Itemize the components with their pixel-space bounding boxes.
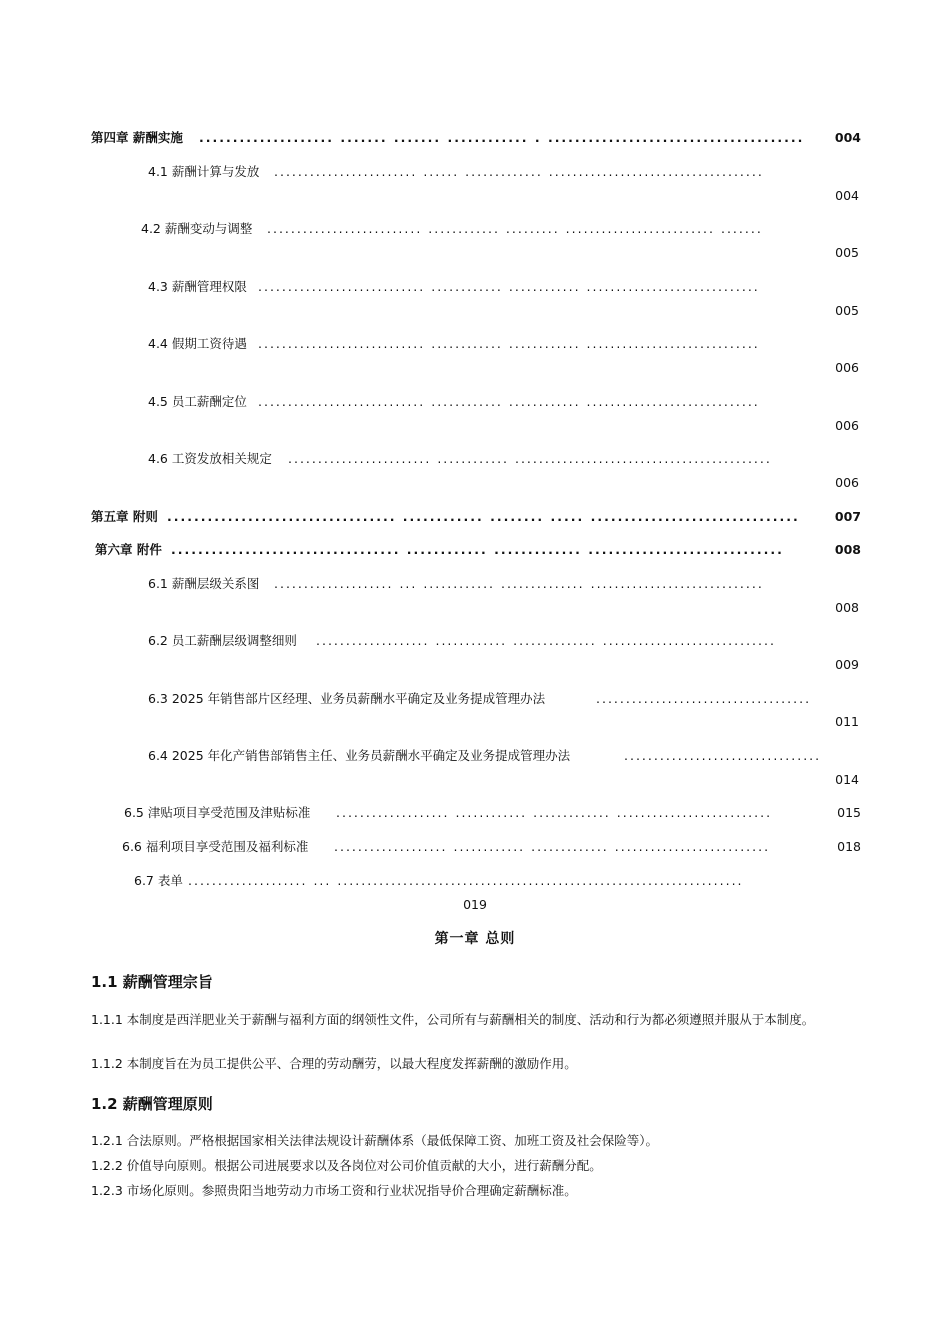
toc-entry-label: 4.4 假期工资待遇 [148,336,247,351]
toc-leader-dots: .................................... [596,691,812,706]
toc-entry[interactable] [134,873,852,889]
toc-page-number: 006 [835,418,859,433]
toc-page-number: 006 [835,360,859,375]
toc-entry[interactable] [148,336,860,352]
toc-page-number: 006 [835,475,859,490]
toc-page-number: 018 [837,839,861,854]
chapter-title: 第一章 总则 [434,931,516,947]
toc-page-number: 007 [834,509,861,524]
toc-entry[interactable] [148,164,860,180]
toc-leader-dots: .................... ... ............ .............. ............................. [274,576,764,591]
toc-page-number: 008 [834,542,861,557]
toc-entry-label: 4.6 工资发放相关规定 [148,451,272,466]
toc-entry[interactable] [124,805,861,821]
toc-entry[interactable] [148,748,860,764]
toc-entry-label: 6.5 津贴项目享受范围及津贴标准 [124,805,311,820]
toc-entry-label: 4.3 薪酬管理权限 [148,279,247,294]
toc-page-number: 009 [835,657,859,672]
toc-leader-dots: .................................. ............ ............. ............................. [171,542,784,557]
toc-entry-label: 第四章 薪酬实施 [91,130,183,145]
toc-entry[interactable] [91,509,861,525]
toc-entry[interactable] [95,542,861,558]
toc-entry-label: 4.5 员工薪酬定位 [148,394,247,409]
toc-page-number: 005 [835,303,859,318]
toc-entry-label: 6.1 薪酬层级关系图 [148,576,260,591]
toc-page-number: 014 [835,772,859,787]
section-title: 1.1 薪酬管理宗旨 [91,973,213,991]
toc-leader-dots: ............................ ............ ............ ............................. [258,394,760,409]
paragraph: 1.2.1 合法原则。严格根据国家相关法律法规设计薪酬体系（最低保障工资、加班工资及社会保险等）。 [91,1133,659,1148]
toc-leader-dots: .......................... ............ ......... ......................... ....... [267,221,763,236]
toc-entry[interactable] [148,394,860,410]
toc-page-number: 015 [837,805,861,820]
toc-entry-label: 6.4 2025 年化产销售部销售主任、业务员薪酬水平确定及业务提成管理办法 [148,748,571,763]
toc-entry[interactable] [122,839,861,855]
toc-entry-label: 6.2 员工薪酬层级调整细则 [148,633,297,648]
toc-entry[interactable] [148,691,860,707]
toc-entry-label: 第六章 附件 [95,542,162,557]
toc-leader-dots: .................... ... .................................................................... [188,873,744,888]
paragraph: 1.1.2 本制度旨在为员工提供公平、合理的劳动酬劳，以最大程度发挥薪酬的激励作用。 [91,1056,577,1071]
paragraph: 1.1.1 本制度是西洋肥业关于薪酬与福利方面的纲领性文件，公司所有与薪酬相关的制度、活动和行为都必须遵照并服从于本制度。 [91,1012,815,1027]
toc-leader-dots: .................................. ............ ........ ..... ............................... [167,509,800,524]
toc-entry[interactable] [141,221,860,237]
toc-leader-dots: ................... ............ ............. .......................... [336,805,773,820]
toc-leader-dots: ............................ ............ ............ ............................. [258,336,760,351]
toc-entry[interactable] [148,576,860,592]
toc-entry-label: 6.7 表单 [134,873,183,888]
toc-entry-label: 4.2 薪酬变动与调整 [141,221,253,236]
section-title: 1.2 薪酬管理原则 [91,1095,213,1113]
toc-entry-label: 4.1 薪酬计算与发放 [148,164,260,179]
toc-page-number: 004 [835,188,859,203]
toc-entry-label: 6.6 福利项目享受范围及福利标准 [122,839,309,854]
paragraph: 1.2.2 价值导向原则。根据公司进展要求以及各岗位对公司价值贡献的大小，进行薪酬分配。 [91,1158,602,1173]
toc-leader-dots: .................... ....... ....... ............ . ...................................... [199,130,805,145]
toc-entry-label: 第五章 附则 [91,509,158,524]
toc-entry[interactable] [148,451,860,467]
toc-page-number: 004 [834,130,861,145]
paragraph: 1.2.3 市场化原则。参照贵阳当地劳动力市场工资和行业状况指导价合理确定薪酬标准。 [91,1183,577,1198]
toc-leader-dots: ................... ............ .............. ............................. [316,633,776,648]
toc-entry[interactable] [148,279,860,295]
toc-entry[interactable] [91,130,861,146]
toc-page-number: 011 [835,714,859,729]
toc-leader-dots: ........................ ...... ............. .................................... [274,164,764,179]
toc-entry-label: 6.3 2025 年销售部片区经理、业务员薪酬水平确定及业务提成管理办法 [148,691,546,706]
toc-leader-dots: ............................ ............ ............ ............................. [258,279,760,294]
toc-page-number: 008 [835,600,859,615]
toc-leader-dots: ................... ............ ............. .......................... [334,839,771,854]
toc-leader-dots: ................................. [624,748,822,763]
toc-page-number: 005 [835,245,859,260]
toc-page-number: 019 [463,897,487,912]
toc-leader-dots: ........................ ............ ........................................... [288,451,772,466]
toc-entry[interactable] [148,633,860,649]
